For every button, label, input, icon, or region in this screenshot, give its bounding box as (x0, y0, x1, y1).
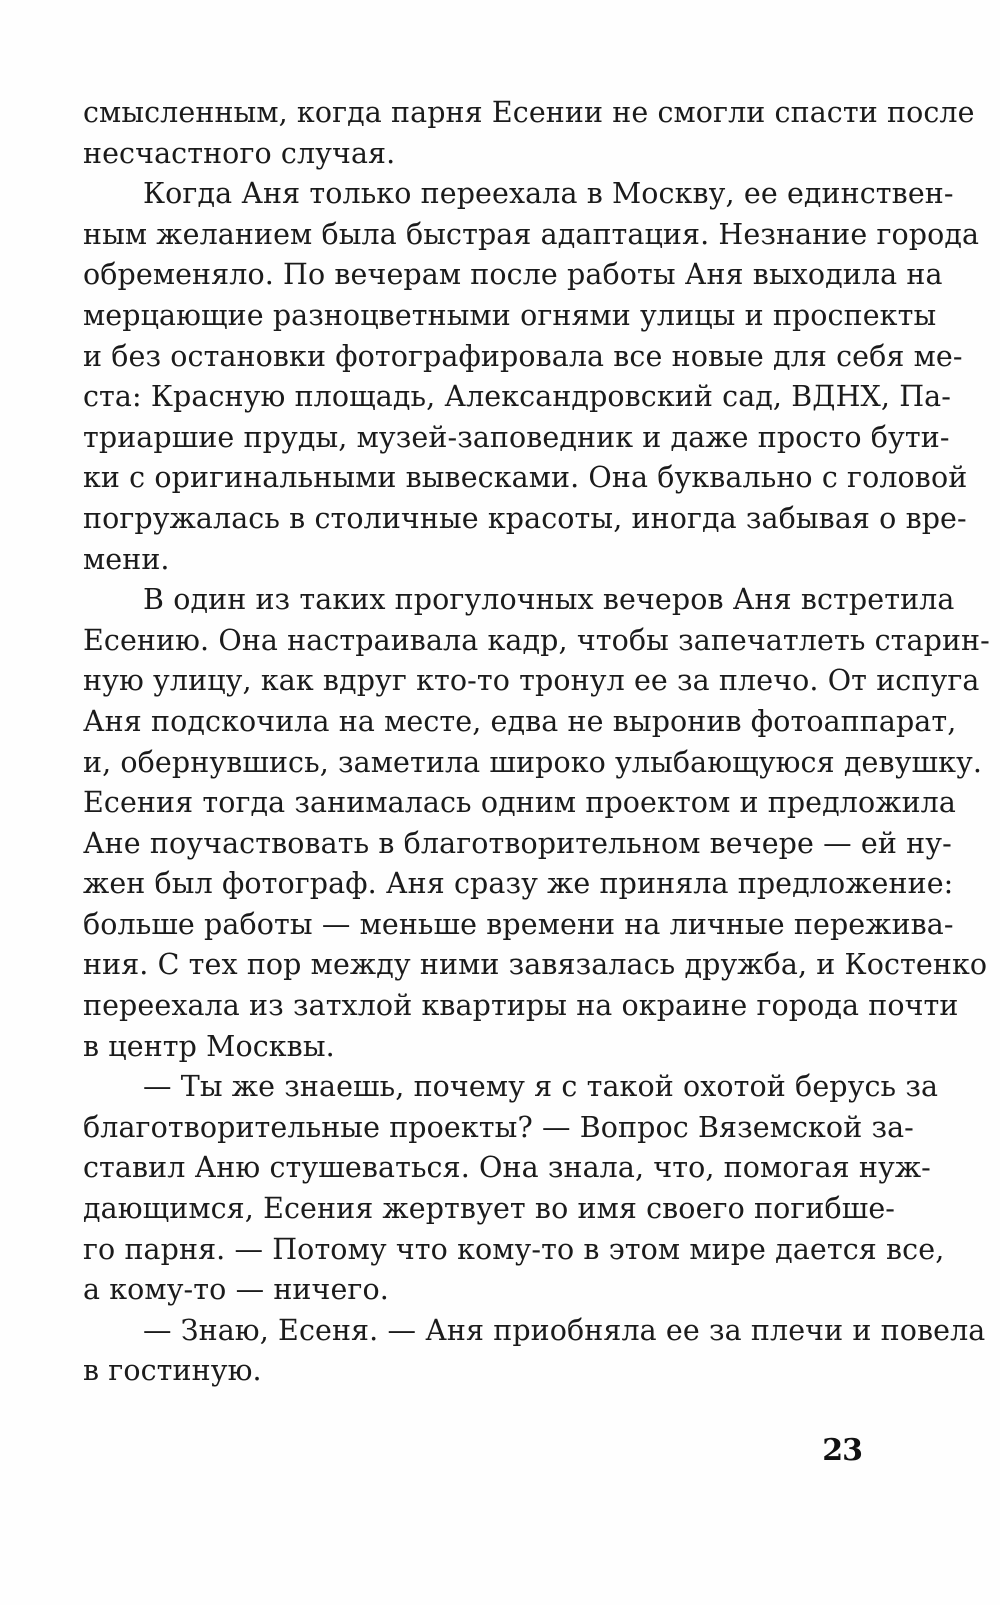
paragraph (83, 93, 975, 174)
text-line: Есению. Она настраивала кадр, чтобы запечатлеть старин- (83, 623, 990, 657)
text-line: смысленным, когда парня Есении не смогли спасти после (83, 96, 975, 129)
text-line: ную улицу, как вдруг кто-то тронул ее за плечо. От испуга (83, 664, 980, 698)
text-line: ставил Аню стушеваться. Она знала, что, помогая нуж- (83, 1151, 931, 1185)
text-line: В один из таких прогулочных вечеров Аня встретила (143, 583, 955, 617)
paragraph (83, 580, 990, 1067)
text-line: ки с оригинальными вывесками. Она буквально с головой (83, 461, 968, 495)
text-line: погружалась в столичные красоты, иногда забывая о вре- (83, 501, 967, 535)
text-line: триаршие пруды, музей-заповедник и даже просто бути- (83, 420, 950, 454)
text-line: Ане поучаствовать в благотворительном вечере — ей ну- (83, 826, 952, 860)
text-line: в центр Москвы. (83, 1029, 335, 1063)
text-line: и без остановки фотографировала все новые для себя ме- (83, 339, 963, 373)
text-line: ста: Красную площадь, Александровский сад, ВДНХ, Па- (83, 380, 952, 414)
paragraph (83, 1311, 986, 1392)
text-line: несчастного случая. (83, 136, 396, 170)
text-line: жен был фотограф. Аня сразу же приняла предложение: (83, 867, 954, 901)
text-line: мени. (83, 542, 170, 576)
text-line: Аня подскочила на месте, едва не выронив фотоаппарат, (83, 704, 957, 738)
text-line: го парня. — Потому что кому-то в этом мире дается все, (83, 1232, 945, 1266)
text-line: ния. С тех пор между ними завязалась дружба, и Костенко (83, 948, 988, 982)
text-line: Когда Аня только переехала в Москву, ее единствен- (143, 177, 954, 211)
page-number: 23 (822, 1433, 862, 1468)
text-line: — Знаю, Есеня. — Аня приобняла ее за плечи и повела (143, 1313, 986, 1347)
text-line: обременяло. По вечерам после работы Аня выходила на (83, 258, 943, 292)
paragraph (83, 1067, 945, 1311)
text-line: ным желанием была быстрая адаптация. Незнание города (83, 217, 980, 251)
text-line: дающимся, Есения жертвует во имя своего погибше- (83, 1192, 896, 1226)
text-line: мерцающие разноцветными огнями улицы и проспекты (83, 298, 937, 332)
body-text (83, 93, 990, 1392)
text-line: больше работы — меньше времени на личные пережива- (83, 907, 954, 941)
text-line: переехала из затхлой квартиры на окраине города почти (83, 989, 959, 1023)
text-line: и, обернувшись, заметила широко улыбающуюся девушку. (83, 745, 983, 779)
text-line: в гостиную. (83, 1354, 262, 1388)
text-line: благотворительные проекты? — Вопрос Вяземской за- (83, 1110, 914, 1144)
text-line: а кому-то — ничего. (83, 1273, 389, 1307)
text-line: — Ты же знаешь, почему я с такой охотой берусь за (143, 1070, 939, 1104)
paragraph (83, 174, 980, 580)
text-line: Есения тогда занималась одним проектом и предложила (83, 786, 956, 820)
